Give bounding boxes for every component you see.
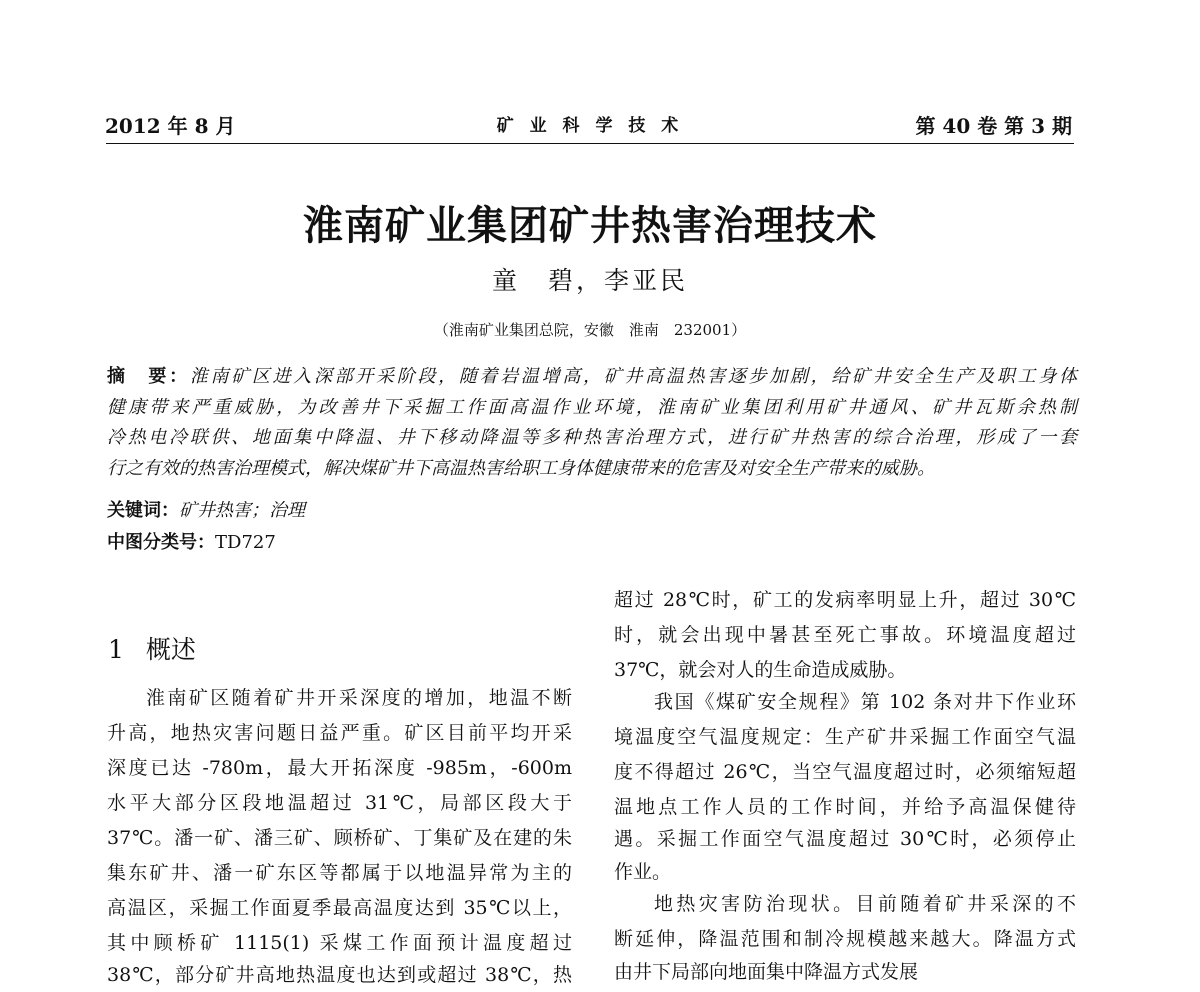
abstract-line [107,362,1077,393]
right-column-line: 我国《煤矿安全规程》第 102 条对井下作业环 [654,691,1076,713]
running-header-date: 2012 年 8 月 [105,114,236,138]
right-column-line: 超过 28℃时，矿工的发病率明显上升，超过 30℃ [614,589,1076,611]
running-header-volume: 第 40 卷 第 3 期 [915,114,1072,138]
left-column-line: 集东矿井、潘一矿东区等都属于以地温异常为主的 [107,862,572,884]
right-column-line: 遇。采掘工作面空气温度超过 30℃时，必须停止 [614,828,1076,850]
classification [107,529,276,557]
left-column-line: 淮南矿区随着矿井开采深度的增加，地温不断 [146,687,572,709]
left-column-line: 38℃，部分矿井高地热温度也达到或超过 38℃，热 [107,964,572,986]
left-column-line: 深度已达 -780m，最大开拓深度 -985m，-600m [107,757,572,779]
abstract-line: 健康带来严重威胁，为改善井下采掘工作面高温作业环境，淮南矿业集团利用矿井通风、矿井瓦斯余热制 [107,396,1077,418]
section-title: 概述 [145,635,196,664]
left-column-line: 水平大部分区段地温超过 31℃，局部区段大于 [107,792,572,814]
abstract [107,362,1077,484]
article-authors: 童 碧，李亚民 [491,266,688,295]
section-heading [108,632,196,668]
left-column-line: 高温区，采掘工作面夏季最高温度达到 35℃以上， [107,897,572,919]
keywords [107,497,305,525]
right-column-line: 地热灾害防治现状。目前随着矿井采深的不 [654,893,1076,915]
right-column-line: 度不得超过 26℃，当空气温度超过时，必须缩短超 [614,761,1076,783]
keywords-value: 矿井热害；治理 [179,500,305,521]
abstract-line: 冷热电冷联供、地面集中降温、井下移动降温等多种热害治理方式，进行矿井热害的综合治理，形成了一套 [107,427,1077,448]
section-number: 1 [108,635,124,664]
right-column-line: 时，就会出现中暑甚至死亡事故。环境温度超过 [614,624,1076,646]
abstract-text: 淮南矿区进入深部开采阶段，随着岩温增高，矿井高温热害逐步加剧，给矿井安全生产及职工身体 [189,366,1078,387]
right-column-line: 温地点工作人员的工作时间，并给予高温保健待 [614,796,1076,818]
right-column-line: 37℃，就会对人的生命造成威胁。 [614,659,907,681]
classification-value: TD727 [215,532,276,553]
header-rule [106,143,1074,144]
right-column-line: 断延伸，降温范围和制冷规模越来越大。降温方式 [614,928,1076,950]
left-column-line: 其中顾桥矿 1115(1) 采煤工作面预计温度超过 [107,932,572,954]
right-column-line: 境温度空气温度规定：生产矿井采掘工作面空气温 [614,726,1076,748]
author-affiliation: （淮南矿业集团总院，安徽 淮南 232001） [433,321,747,339]
right-column-line: 作业。 [614,861,672,883]
abstract-label: 摘 要： [107,366,190,387]
abstract-line: 行之有效的热害治理模式，解决煤矿井下高温热害给职工身体健康带来的危害及对安全生产带来的威胁。 [107,457,935,479]
left-column-line: 37℃。潘一矿、潘三矿、顾桥矿、丁集矿及在建的朱 [107,827,572,849]
article-title: 淮南矿业集团矿井热害治理技术 [303,202,877,249]
classification-label: 中图分类号： [107,532,215,553]
keywords-label: 关键词： [107,500,179,521]
left-column-line: 升高，地热灾害问题日益严重。矿区目前平均开采 [107,722,572,744]
right-column-line: 由井下局部向地面集中降温方式发展 [614,961,919,983]
running-header-journal: 矿 业 科 学 技 术 [496,116,684,136]
